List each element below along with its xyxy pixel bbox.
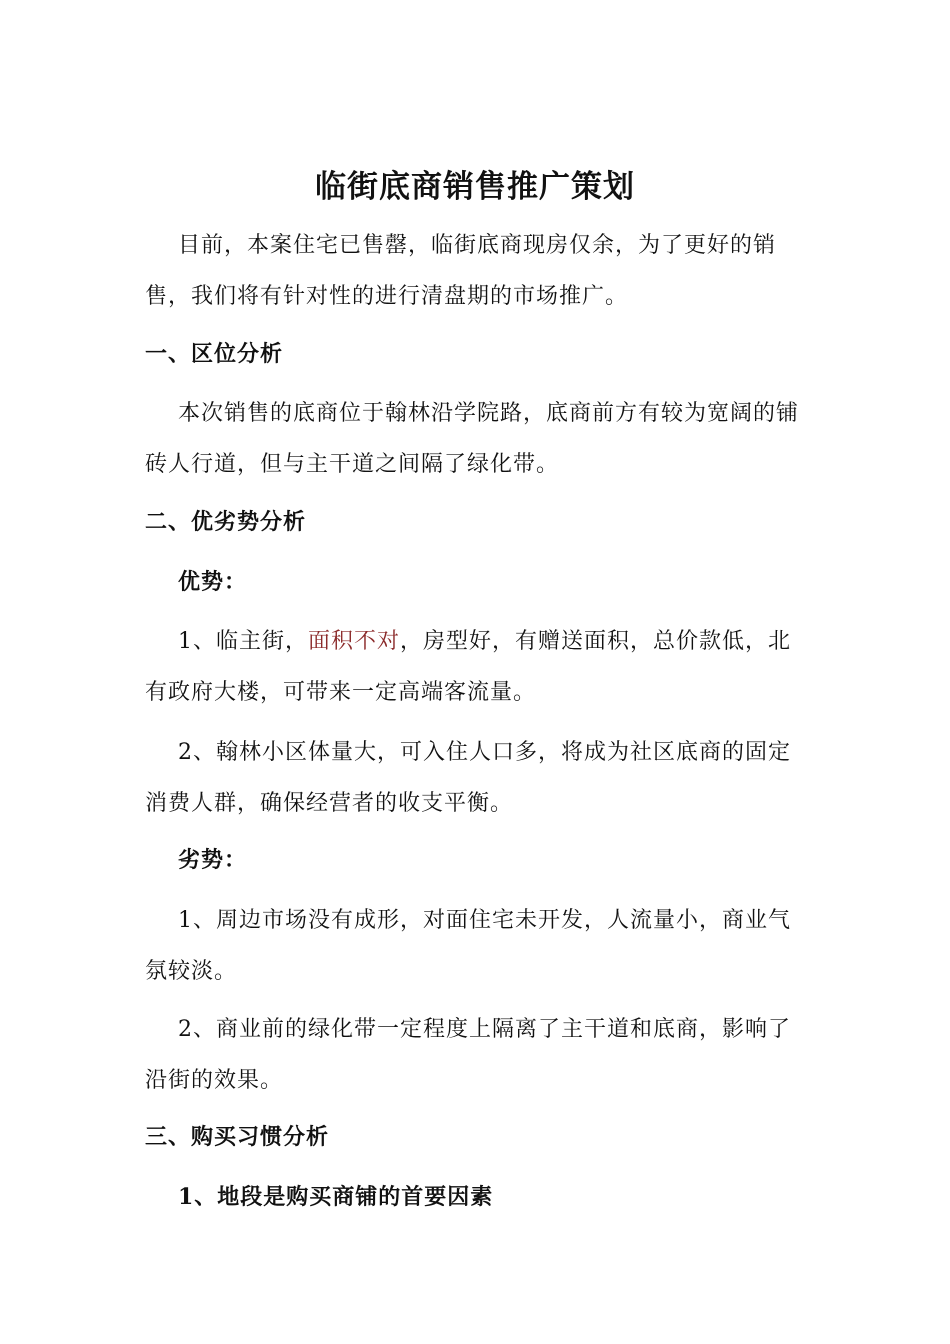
section-heading-location: 一、区位分析 xyxy=(145,341,284,367)
highlighted-text: 面积不对 xyxy=(308,629,401,654)
advantage-item-2: 2、翰林小区体量大，可入住人口多，将成为社区底商的固定消费人群，确保经营者的收支平衡。 xyxy=(145,740,791,816)
advantage-1-prefix: 1、临主街， xyxy=(178,629,308,654)
advantages-label: 优势： xyxy=(178,569,248,595)
disadvantage-item-2: 2、商业前的绿化带一定程度上隔离了主干道和底商，影响了沿街的效果。 xyxy=(145,1017,791,1093)
advantage-item-1 xyxy=(145,616,810,718)
section-heading-swot: 二、优劣势分析 xyxy=(145,509,307,535)
document-title: 临街底商销售推广策划 xyxy=(315,169,635,205)
disadvantage-item-1: 1、周边市场没有成形，对面住宅未开发，人流量小，商业气氛较淡。 xyxy=(145,908,791,984)
location-paragraph: 本次销售的底商位于翰林沿学院路，底商前方有较为宽阔的铺砖人行道，但与主干道之间隔了绿化带。 xyxy=(145,401,800,477)
buying-habit-item-1: 1、地段是购买商铺的首要因素 xyxy=(178,1184,494,1210)
section-heading-buying-habits: 三、购买习惯分析 xyxy=(145,1124,330,1150)
intro-paragraph: 目前，本案住宅已售罄，临街底商现房仅余，为了更好的销售，我们将有针对性的进行清盘期的市场推广。 xyxy=(145,233,777,309)
advantage-1-suffix: ，房型好，有赠送面积，总价款低，北有政府大楼，可带来一定高端客流量。 xyxy=(145,629,792,705)
disadvantages-label: 劣势： xyxy=(178,847,248,873)
